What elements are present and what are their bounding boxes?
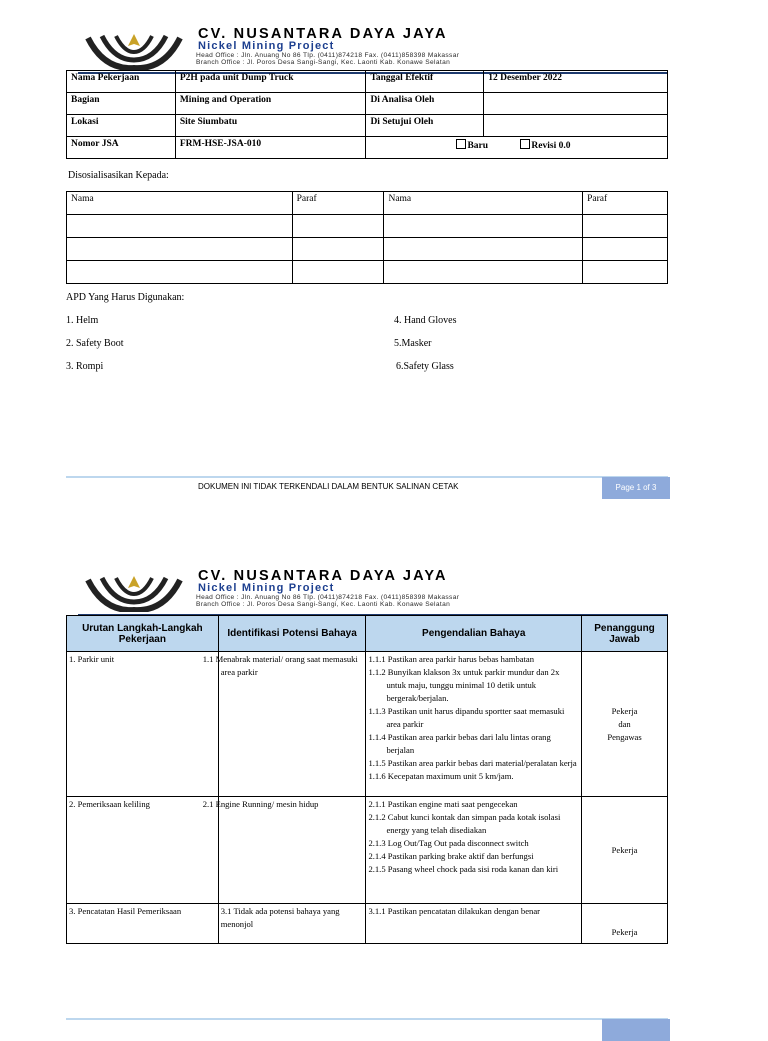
page2-header (78, 570, 668, 616)
jsa-controls (366, 652, 582, 797)
jsa-control: 2.1.5 Pasang wheel chock pada sisi roda kanan dan kiri (368, 864, 559, 874)
info-date: 12 Desember 2022 (484, 71, 668, 93)
info-label-jsa-number: Nomor JSA (67, 137, 176, 159)
baru-label: Baru (467, 141, 489, 151)
jsa-control: 1.1.6 Kecepatan maximum unit 5 km/jam. (368, 771, 514, 781)
responsible-line: Pekerja (611, 705, 638, 716)
branch-office-address: Branch Office : Jl. Poros Desa Sangi-Sangi, Kec. Laonti Kab. Konawe Selatan (196, 601, 451, 608)
page-number-badge: Page 1 of 3 (602, 477, 670, 499)
job-info-table (66, 70, 668, 159)
info-label-location: Lokasi (67, 115, 176, 137)
table-row (67, 261, 668, 284)
info-label-approved-by: Di Setujui Oleh (366, 115, 484, 137)
apd-item: 4. Hand Gloves (394, 315, 457, 326)
apd-item: 5.Masker (394, 338, 432, 349)
jsa-control: 3.1.1 Pastikan pencatatan dilakukan dengan benar (368, 906, 541, 916)
company-name: CV. NUSANTARA DAYA JAYA (198, 26, 448, 42)
page-number-badge (602, 1019, 670, 1041)
revision-cell (366, 137, 668, 159)
checkbox-icon (456, 139, 466, 149)
jsa-responsible (582, 797, 668, 904)
jsa-header-steps: Urutan Langkah-Langkah Pekerjaan (67, 616, 219, 652)
info-label-section: Bagian (67, 93, 176, 115)
responsible-line: Pengawas (607, 731, 642, 742)
apd-title: APD Yang Harus Digunakan: (66, 292, 185, 303)
table-row (67, 215, 668, 238)
project-name: Nickel Mining Project (198, 582, 335, 594)
apd-item: 2. Safety Boot (66, 338, 124, 349)
apd-item: 3. Rompi (66, 361, 104, 372)
head-office-address: Head Office : Jln. Anuang No 86 Tlp. (0411)874218 Fax. (0411)858398 Makassar (196, 594, 460, 601)
info-approved-by (484, 115, 668, 137)
branch-office-address: Branch Office : Jl. Poros Desa Sangi-Sangi, Kec. Laonti Kab. Konawe Selatan (196, 59, 451, 66)
info-jsa-number: FRM-HSE-JSA-010 (175, 137, 366, 159)
project-name: Nickel Mining Project (198, 40, 335, 52)
jsa-table (66, 615, 668, 944)
dist-header-nama: Nama (384, 192, 583, 215)
company-name: CV. NUSANTARA DAYA JAYA (198, 568, 448, 584)
footer-rule (66, 1018, 668, 1020)
responsible-line: dan (618, 718, 631, 729)
table-row (67, 904, 668, 944)
jsa-control: 1.1.4 Pastikan area parkir bebas dari lalu lintas orang berjalan (368, 732, 551, 755)
dist-header-paraf: Paraf (292, 192, 384, 215)
jsa-step: 1. Parkir unit (67, 652, 219, 797)
footer-notice: DOKUMEN INI TIDAK TERKENDALI DALAM BENTUK SALINAN CETAK (198, 482, 459, 491)
info-label-analyzed-by: Di Analisa Oleh (366, 93, 484, 115)
info-label-date: Tanggal Efektif (366, 71, 484, 93)
table-row (67, 652, 668, 797)
jsa-control: 1.1.2 Bunyikan klakson 3x untuk parkir mundur dan 2x untuk maju, tunggu minimal 10 detik untuk bergerak/berjalan. (368, 667, 560, 703)
jsa-responsible (582, 652, 668, 797)
info-job: P2H pada unit Dump Truck (175, 71, 366, 93)
page1-header (78, 28, 668, 74)
company-logo (84, 572, 184, 612)
dist-header-nama: Nama (67, 192, 293, 215)
jsa-controls (366, 904, 582, 944)
jsa-control: 2.1.4 Pastikan parking brake aktif dan berfungsi (368, 851, 534, 861)
revisi-checkbox[interactable] (520, 141, 570, 151)
revisi-label: Revisi 0.0 (531, 141, 571, 151)
jsa-hazard: 1.1 Menabrak material/ orang saat memasuki area parkir (218, 652, 366, 797)
jsa-control: 2.1.3 Log Out/Tag Out pada disconnect switch (368, 838, 529, 848)
jsa-control: 1.1.5 Pastikan area parkir bebas dari material/peralatan kerja (368, 758, 577, 768)
jsa-hazard: 3.1 Tidak ada potensi bahaya yang menonjol (218, 904, 366, 944)
jsa-header-responsible: Penanggung Jawab (582, 616, 668, 652)
responsible-line: Pekerja (611, 844, 638, 855)
distribution-table (66, 191, 668, 284)
distribution-title: Disosialisasikan Kepada: (68, 170, 169, 181)
jsa-control: 2.1.1 Pastikan engine mati saat pengecekan (368, 799, 518, 809)
jsa-step: 2. Pemeriksaan keliling (67, 797, 219, 904)
apd-item: 1. Helm (66, 315, 99, 326)
responsible-line: Pekerja (611, 927, 638, 937)
checkbox-icon (520, 139, 530, 149)
table-row (67, 238, 668, 261)
apd-item: 6.Safety Glass (396, 361, 454, 372)
jsa-control: 2.1.2 Cabut kunci kontak dan simpan pada kotak isolasi energy yang telah disediakan (368, 812, 561, 835)
jsa-step: 3. Pencatatan Hasil Pemeriksaan (67, 904, 219, 944)
info-section: Mining and Operation (175, 93, 366, 115)
company-logo (84, 30, 184, 70)
jsa-controls (366, 797, 582, 904)
jsa-control: 1.1.1 Pastikan area parkir harus bebas hambatan (368, 654, 535, 664)
jsa-header-hazards: Identifikasi Potensi Bahaya (218, 616, 366, 652)
head-office-address: Head Office : Jln. Anuang No 86 Tlp. (0411)874218 Fax. (0411)858398 Makassar (196, 52, 460, 59)
jsa-hazard: 2.1 Engine Running/ mesin hidup (218, 797, 366, 904)
dist-header-paraf: Paraf (583, 192, 668, 215)
jsa-control: 1.1.3 Pastikan unit harus dipandu sportter saat memasuki area parkir (368, 706, 565, 729)
info-label-job: Nama Pekerjaan (67, 71, 176, 93)
table-row (67, 797, 668, 904)
jsa-header-controls: Pengendalian Bahaya (366, 616, 582, 652)
info-location: Site Siumbatu (175, 115, 366, 137)
baru-checkbox[interactable] (456, 141, 488, 151)
info-analyzed-by (484, 93, 668, 115)
jsa-responsible (582, 904, 668, 944)
footer-rule (66, 476, 668, 478)
